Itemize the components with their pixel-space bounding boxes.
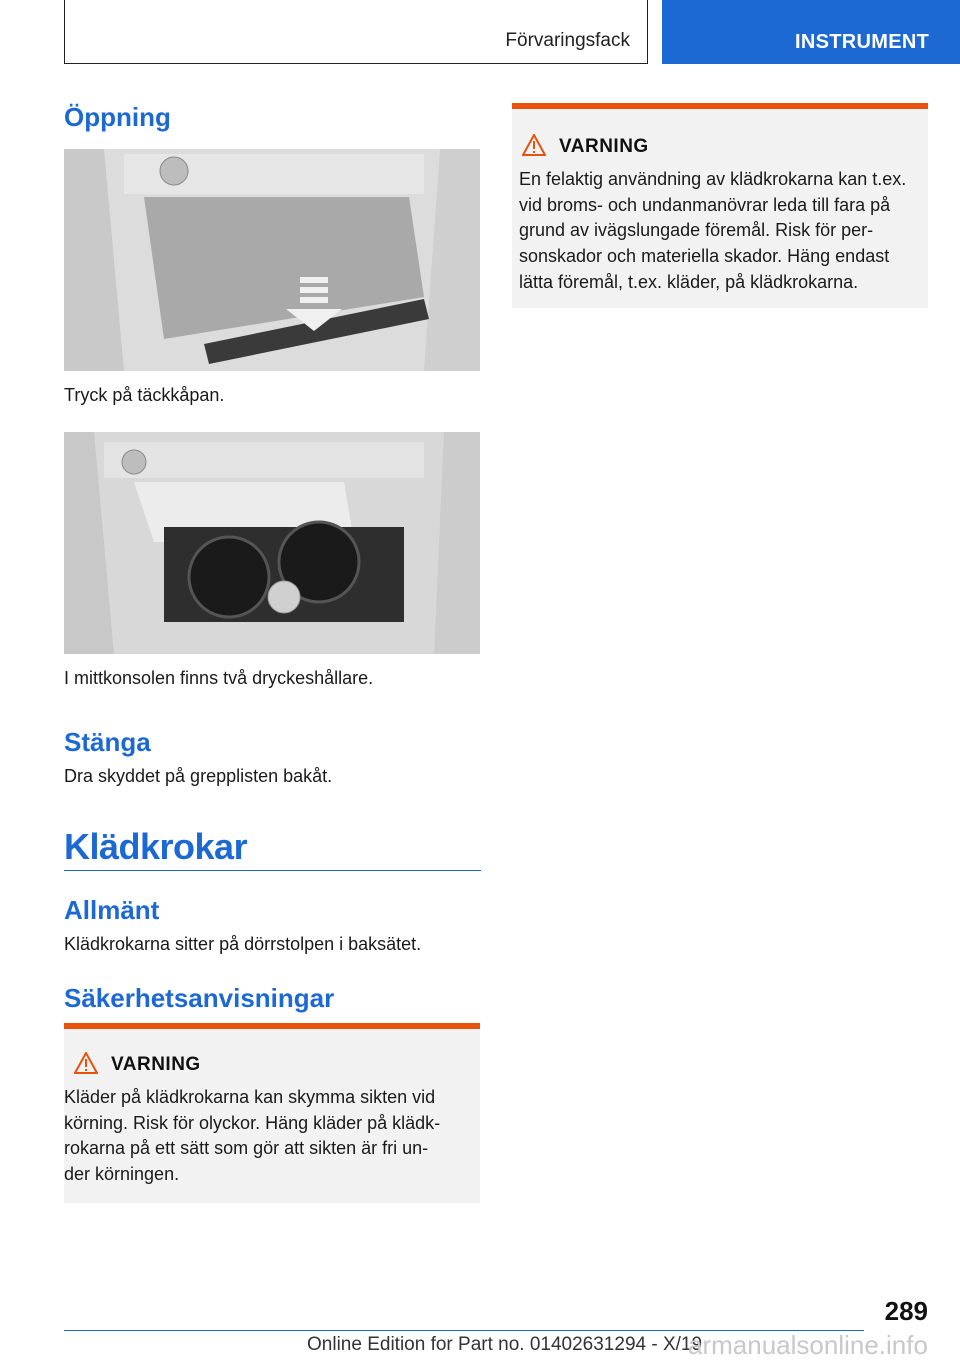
header-chapter-title: INSTRUMENT (795, 31, 930, 53)
warning-line: vid broms- och undanmanövrar leda till fara på (519, 194, 891, 215)
photo-cover-closed (64, 149, 480, 371)
warning-box-right (512, 103, 928, 308)
warning-icon (522, 134, 546, 156)
heading-closing: Stänga (64, 727, 151, 757)
warning-line: der körningen. (64, 1164, 180, 1185)
title-rule (64, 870, 481, 871)
footer-edition: Online Edition for Part no. 01402631294 - X/19 (307, 1334, 703, 1355)
footer-watermark: armanualsonline.info (688, 1330, 928, 1360)
warning-line: grund av ivägslungade föremål. Risk för per- (519, 220, 874, 241)
warning-text (519, 167, 906, 296)
warning-icon (74, 1052, 98, 1074)
warning-line: Kläder på klädkrokarna kan skymma sikten vid (64, 1087, 436, 1107)
warning-label: VARNING (559, 136, 649, 157)
text-closing: Dra skyddet på grepplisten bakåt. (64, 766, 333, 786)
page-number: 289 (884, 1296, 928, 1326)
caption-cupholders: I mittkonsolen finns två dryckeshållare. (64, 668, 374, 688)
warning-line: rokarna på ett sätt som gör att sikten är fri un- (64, 1138, 429, 1159)
warning-text (64, 1085, 440, 1188)
heading-opening: Öppning (64, 102, 171, 132)
caption-press-cover: Tryck på täckkåpan. (64, 385, 225, 405)
text-general: Klädkrokarna sitter på dörrstolpen i baksätet. (64, 934, 422, 954)
warning-line: En felaktig användning av klädkrokarna kan t.ex. (519, 169, 907, 189)
warning-line: lätta föremål, t.ex. kläder, på klädkrokarna. (519, 271, 859, 292)
photo-cupholders (64, 432, 480, 654)
warning-line: körning. Risk för olyckor. Häng kläder på klädk- (64, 1112, 441, 1133)
title-clothes-hooks: Klädkrokar (64, 826, 248, 867)
warning-line: sonskador och materiella skador. Häng endast (519, 246, 890, 267)
heading-safety: Säkerhetsanvisningar (64, 983, 335, 1013)
warning-box-left (64, 1023, 480, 1203)
header-section-title: Förvaringsfack (505, 30, 630, 51)
warning-label: VARNING (111, 1054, 201, 1075)
heading-general: Allmänt (64, 895, 160, 925)
